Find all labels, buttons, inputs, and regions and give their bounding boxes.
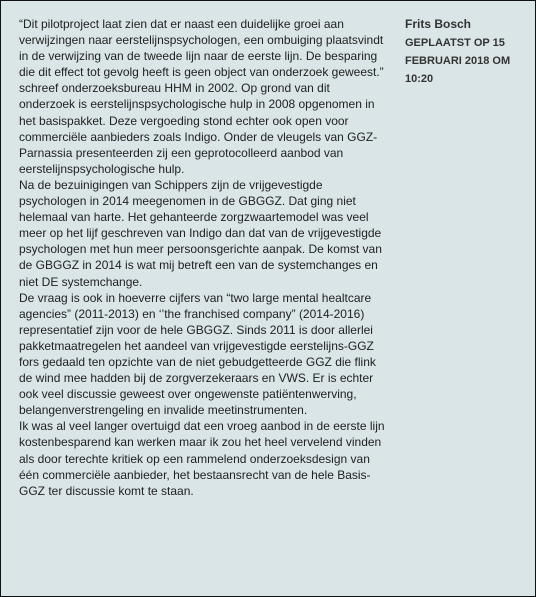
comment-body xyxy=(19,16,387,499)
comment-paragraph: Na de bezuinigingen van Schippers zijn de vrijgevestigde psychologen in 2014 meegenomen in de GBGGZ. Dat ging niet helemaal van harte. Het gehanteerde zorgzwaartemodel was veel meer op het lijf geschreven van Indigo dan dat van de vrijgevestigde psychologen met hun meer persoonsgerichte aanpak. De komst van de GBGGZ in 2014 is wat mij betreft een van de systemchanges en niet DE systemchange. xyxy=(19,177,382,289)
comment-author: Frits Bosch xyxy=(405,17,472,31)
comment-paragraph: Ik was al veel langer overtuigd dat een vroeg aanbod in de eerste lijn kostenbesparend kan werken maar ik zou het heel vervelend vinden als door terechte kritiek op een rammelend onderzoeksdesign van één commerciële aanbieder, het bestaansrecht van de hele Basis-GGZ ter discussie komt te staan. xyxy=(19,419,385,498)
comment-meta xyxy=(405,16,523,88)
comment-paragraph: De vraag is ook in hoeverre cijfers van “two large mental healtcare agencies” (2011-2013) en ‘’the franchised company” (2014-2016) representatief zijn voor de hele GBGGZ. Sinds 2011 is door allerlei pakketmaatregelen het aandeel van vrijgevestigde eerstelijns-GGZ fors gedaald ten opzichte van de niet gebudgetteerde GGZ die flink de wind mee hadden bij de zorgverzekeraars en VWS. Er is echter ook veel discussie geweest over ongewenste patiëntenwerving, belangenverstrengeling en invalide meetinstrumenten. xyxy=(19,290,376,418)
comment-paragraph: “Dit pilotproject laat zien dat er naast een duidelijke groei aan verwijzingen naar eerstelijnspsychologen, een ombuiging plaatsvindt in de verwijzing van de tweede lijn naar de eerste lijn. De besparing die dit effect tot gevolg heeft is geen object van onderzoek geweest.” schreef onderzoeksbureau HHM in 2002. Op grond van dit onderzoek is eerstelijnspsychologische hulp in 2008 opgenomen in het basispakket. Deze vergoeding stond echter ook open voor commerciële aanbieders zoals Indigo. Onder de vleugels van GGZ-Parnassia presenteerden zij een geprotocolleerd aanbod van eerstelijnspsychologische hulp. xyxy=(19,17,384,176)
comment-posted-date: GEPLAATST OP 15 FEBRUARI 2018 OM 10:20 xyxy=(405,37,511,85)
